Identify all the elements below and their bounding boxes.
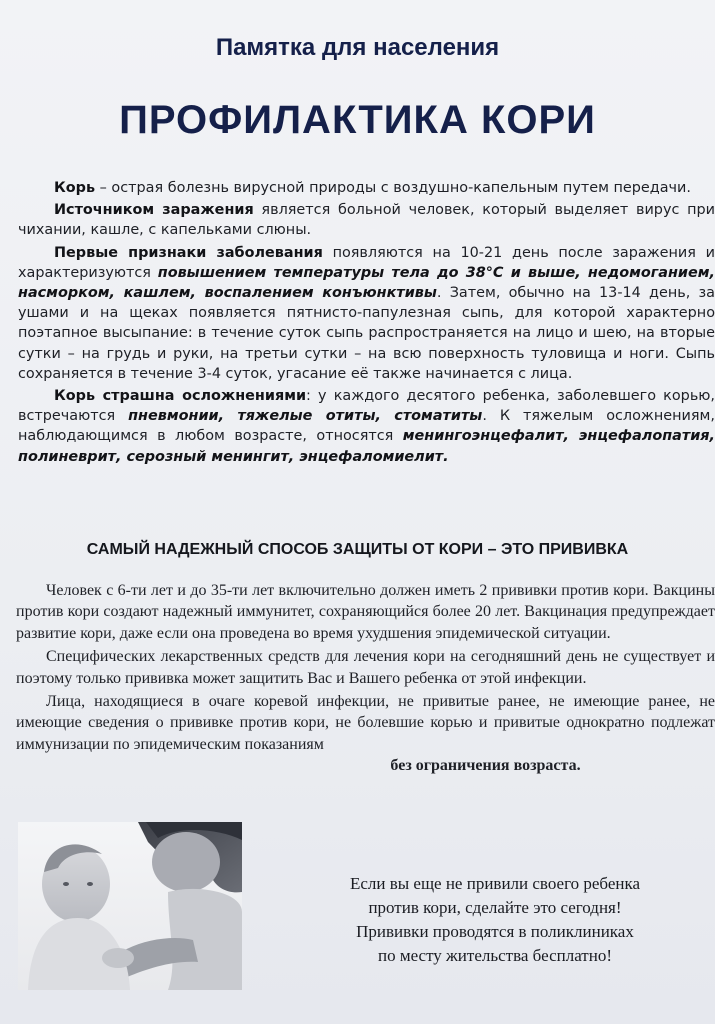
symptoms-text-2: . Затем, обычно на 13-14 день, за ушами и на щеках появляется пятнисто-папулезная сыпь, для которой характерно поэтапное высыпание: в течение суток сыпь распространяется на лицо и шею, на вторые сутки – на грудь и руки, на третьи сутки – на всю поверхность туловища и ноги. Сыпь сохраняется в течение 3-4 суток, угасание её также начинается с лица. — [18, 285, 715, 382]
paragraph-no-treatment: Специфических лекарственных средств для лечения кори на сегодняшний день не существует и поэтому только прививка может защитить Вас и Вашего ребенка от этой инфекции. — [16, 648, 715, 687]
leaflet-title: ПРОФИЛАКТИКА КОРИ — [119, 98, 596, 142]
callout-line-2: против кори, сделайте это сегодня! — [368, 898, 622, 917]
nurse-and-baby-illustration — [18, 822, 242, 990]
term-measles: Корь — [54, 180, 96, 196]
severe-complications-list: менингоэнцефалит, энцефалопатия, полиневрит, серозный менингит, энцефаломиелит. — [18, 428, 715, 465]
callout-line-4: по месту жительства бесплатно! — [377, 946, 612, 965]
paragraph-symptoms — [18, 243, 715, 384]
term-complications: Корь страшна осложнениями — [54, 388, 307, 405]
complications-list: пневмонии, тяжелые отиты, стоматиты — [128, 408, 483, 425]
no-age-limit-text: без ограничения возраста. — [390, 757, 581, 775]
paragraph-vaccination-age: Человек с 6-ти лет и до 35-ти лет включительно должен иметь 2 прививки против кори. Вакцины против кори создают надежный иммунитет, сохраняющийся более 20 лет. Вакцинация предупреждает развитие кори, даже если она проведена во время ухудшения эпидемической ситуации. — [16, 582, 715, 642]
definition-text: – острая болезнь вирусной природы с воздушно-капельным путем передачи. — [95, 180, 691, 196]
call-to-action — [300, 872, 690, 968]
paragraph-complications — [18, 386, 715, 467]
term-source: Источником заражения — [54, 202, 254, 219]
complications-text-1: : у каждого десятого ребенка, заболевшего корью, встречаются — [18, 388, 715, 425]
term-first-signs: Первые признаки заболевания — [54, 244, 323, 261]
leaflet-subtitle: Памятка для населения — [215, 34, 500, 61]
symptoms-text-1: появляются на 10-21 день после заражения и характеризуются — [18, 244, 715, 281]
vaccination-section — [16, 580, 715, 779]
vaccination-photo — [18, 822, 242, 990]
source-text: является больной человек, который выделяет вирус при чихании, кашле, с капельками слюны. — [18, 202, 715, 239]
paragraph-outbreak: Лица, находящиеся в очаге коревой инфекции, не привитые ранее, не имеющие ранее, не имеющие сведения о прививке против кори, не болевшие корью и привитые однократно подлежат иммунизации по эпидемическим показаниям — [16, 693, 715, 753]
callout-line-1: Если вы еще не привили своего ребенка — [349, 874, 641, 893]
vaccination-heading: САМЫЙ НАДЕЖНЫЙ СПОСОБ ЗАЩИТЫ ОТ КОРИ – ЭТО ПРИВИВКА — [86, 541, 629, 558]
paragraph-source — [18, 200, 715, 240]
intro-section — [18, 178, 715, 469]
callout-line-3: Прививки проводятся в поликлиниках — [356, 922, 634, 941]
complications-text-2: . К тяжелым осложнениям, наблюдающимся в любом возрасте, относятся — [18, 408, 715, 445]
paragraph-definition — [18, 178, 715, 198]
symptoms-list: повышением температуры тела до 38°С и выше, недомоганием, насморком, кашлем, воспалением конъюнктивы — [18, 264, 715, 302]
